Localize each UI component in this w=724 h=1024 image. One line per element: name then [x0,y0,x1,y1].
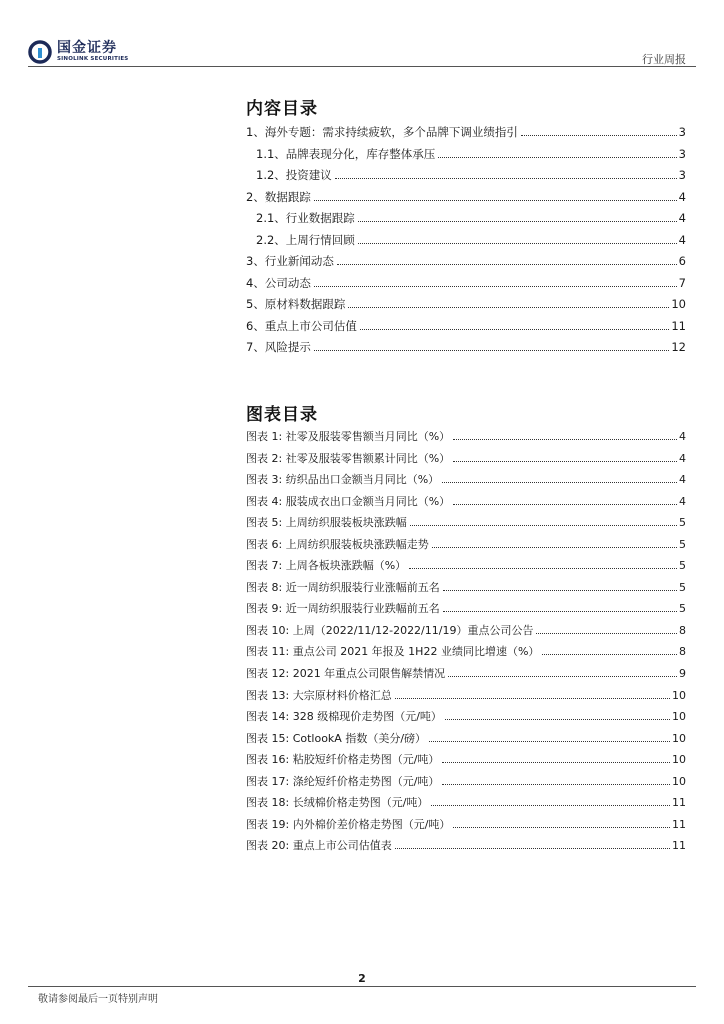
figure-entry-page: 5 [679,559,686,573]
dot-leader [360,329,670,330]
figure-entry-page: 10 [672,731,686,745]
dot-leader [429,741,670,742]
figure-entry-page: 11 [672,796,686,810]
figure-entry[interactable] [246,450,686,472]
figure-entry-label: 图表 1: 社零及服装零售额当月同比（%） [246,430,451,443]
figure-entry[interactable] [246,514,686,536]
toc-entry-page: 3 [678,146,686,161]
figure-entry-page: 10 [672,774,686,788]
figure-entry-label: 图表 6: 上周纺织服装板块涨跌幅走势 [246,537,429,551]
figure-entry-label: 图表 5: 上周纺织服装板块涨跌幅 [246,516,407,530]
toc-entry[interactable] [246,210,686,232]
toc-entry[interactable] [246,339,686,361]
dot-leader [521,135,677,136]
figure-entry-page: 5 [679,602,686,616]
figures-list [246,428,686,859]
toc-entry-label: 1.2、投资建议 [256,168,332,182]
dot-leader [335,178,677,179]
dot-leader [395,848,670,849]
toc-entry-page: 3 [678,168,686,182]
toc-entry-page: 6 [678,254,686,268]
toc-entry[interactable] [246,275,686,297]
figure-entry-label: 图表 16: 粘胶短纤价格走势图（元/吨） [246,753,440,767]
toc-entry[interactable] [246,232,686,254]
toc-entry-label: 2、数据跟踪 [246,189,311,204]
figure-entry-label: 图表 20: 重点上市公司估值表 [246,839,392,853]
figure-entry-page: 9 [679,667,686,681]
figure-entry-label: 图表 18: 长绒棉价格走势图（元/吨） [246,796,429,810]
header-divider [28,66,696,67]
toc-entry[interactable] [246,296,686,318]
toc-entry-label: 2.1、行业数据跟踪 [256,211,355,225]
figure-entry-page: 5 [679,537,686,551]
company-logo [28,40,128,64]
toc-entry[interactable] [246,253,686,275]
sinolink-logo-icon [28,40,52,64]
figures-title: 图表目录 [246,405,318,425]
page-number: 2 [358,972,366,985]
figure-entry-label: 图表 4: 服装成衣出口金额当月同比（%） [246,494,451,508]
figure-entry[interactable] [246,536,686,558]
figure-entry-label: 图表 2: 社零及服装零售额累计同比（%） [246,451,451,465]
toc-entry-label: 3、行业新闻动态 [246,254,334,268]
dot-leader [448,676,677,677]
page-header [0,0,724,72]
dot-leader [314,286,677,287]
figure-entry-page: 4 [679,430,686,443]
brand-name-cn: 国金证券 [57,40,117,56]
toc-entry-label: 7、风险提示 [246,340,311,354]
figure-entry[interactable] [246,794,686,816]
dot-leader [442,784,670,785]
figure-entry[interactable] [246,622,686,644]
figure-entry-page: 5 [679,516,686,530]
toc-entry-label: 1.1、品牌表现分化，库存整体承压 [256,146,436,161]
dot-leader [542,654,677,655]
dot-leader [453,461,677,462]
dot-leader [536,633,677,634]
dot-leader [358,243,677,244]
footer-divider [28,986,696,987]
toc-entry-label: 4、公司动态 [246,275,311,290]
disclaimer-note: 敬请参阅最后一页特别声明 [38,994,158,1005]
dot-leader [410,525,677,526]
figure-entry-label: 图表 14: 328 级棉现价走势图（元/吨） [246,710,442,724]
toc-entry-label: 6、重点上市公司估值 [246,318,357,333]
figure-entry-label: 图表 8: 近一周纺织服装行业涨幅前五名 [246,580,440,594]
dot-leader [337,264,677,265]
toc-entry-label: 5、原材料数据跟踪 [246,297,346,311]
figure-entry-label: 图表 3: 纺织品出口金额当月同比（%） [246,473,440,487]
figure-entry-label: 图表 9: 近一周纺织服装行业跌幅前五名 [246,602,440,616]
toc-entry[interactable] [246,167,686,189]
dot-leader [443,590,677,591]
dot-leader [453,827,670,828]
dot-leader [358,221,677,222]
figure-entry-page: 8 [679,623,686,637]
contents-list [246,124,686,361]
figure-entry[interactable] [246,428,686,450]
toc-entry[interactable] [246,318,686,340]
dot-leader [442,762,670,763]
toc-entry-page: 11 [671,318,686,333]
figure-entry-label: 图表 15: CotlookA 指数（美分/磅） [246,731,427,745]
toc-entry-page: 3 [678,125,686,139]
dot-leader [453,504,677,505]
toc-entry[interactable] [246,189,686,211]
toc-entry-page: 4 [678,232,686,247]
toc-entry[interactable] [246,124,686,146]
figure-entry[interactable] [246,837,686,859]
figure-entry[interactable] [246,708,686,730]
document-type: 行业周报 [642,53,686,66]
figure-entry-page: 10 [672,688,686,702]
toc-entry-label: 2.2、上周行情回顾 [256,232,355,247]
toc-entry-page: 10 [671,297,686,311]
dot-leader [314,350,670,351]
dot-leader [453,439,677,440]
dot-leader [432,547,677,548]
figure-entry-page: 4 [679,451,686,465]
figure-entry[interactable] [246,557,686,579]
figure-entry-page: 10 [672,753,686,767]
figure-entry[interactable] [246,687,686,709]
figure-entry-label: 图表 12: 2021 年重点公司限售解禁情况 [246,667,446,681]
figure-entry-page: 8 [679,645,686,659]
figure-entry[interactable] [246,643,686,665]
figure-entry-label: 图表 17: 涤纶短纤价格走势图（元/吨） [246,774,440,788]
figure-entry[interactable] [246,773,686,795]
toc-entry[interactable] [246,146,686,168]
figure-entry[interactable] [246,751,686,773]
dot-leader [443,611,677,612]
toc-entry-label: 1、海外专题：需求持续疲软，多个品牌下调业绩指引 [246,125,518,139]
brand-name-en: SINOLINK SECURITIES [57,56,129,62]
figure-entry-page: 5 [679,580,686,594]
dot-leader [395,698,670,699]
figure-entry[interactable] [246,816,686,838]
figure-entry[interactable] [246,493,686,515]
dot-leader [442,482,677,483]
toc-entry-page: 4 [678,211,686,225]
figure-entry-label: 图表 19: 内外棉价差价格走势图（元/吨） [246,817,451,831]
figure-entry-label: 图表 7: 上周各板块涨跌幅（%） [246,559,407,573]
toc-entry-page: 4 [678,189,686,204]
figure-entry-page: 11 [672,817,686,831]
figure-entry-label: 图表 10: 上周（2022/11/12-2022/11/19）重点公司公告 [246,623,534,637]
toc-entry-page: 7 [678,275,686,290]
toc-title: 内容目录 [246,99,318,119]
figure-entry[interactable] [246,665,686,687]
figure-entry-label: 图表 13: 大宗原材料价格汇总 [246,688,392,702]
toc-entry-page: 12 [671,340,686,354]
dot-leader [314,200,677,201]
figure-entry[interactable] [246,600,686,622]
figure-entry-page: 11 [672,839,686,853]
figure-entry-page: 4 [679,494,686,508]
dot-leader [348,307,669,308]
figure-entry-label: 图表 11: 重点公司 2021 年报及 1H22 业绩同比增速（%） [246,645,540,659]
figure-entry[interactable] [246,730,686,752]
dot-leader [431,805,670,806]
figure-entry-page: 10 [672,710,686,724]
figure-entry[interactable] [246,579,686,601]
dot-leader [438,157,676,158]
figure-entry-page: 4 [679,473,686,487]
figure-entry[interactable] [246,471,686,493]
dot-leader [445,719,670,720]
dot-leader [409,568,677,569]
